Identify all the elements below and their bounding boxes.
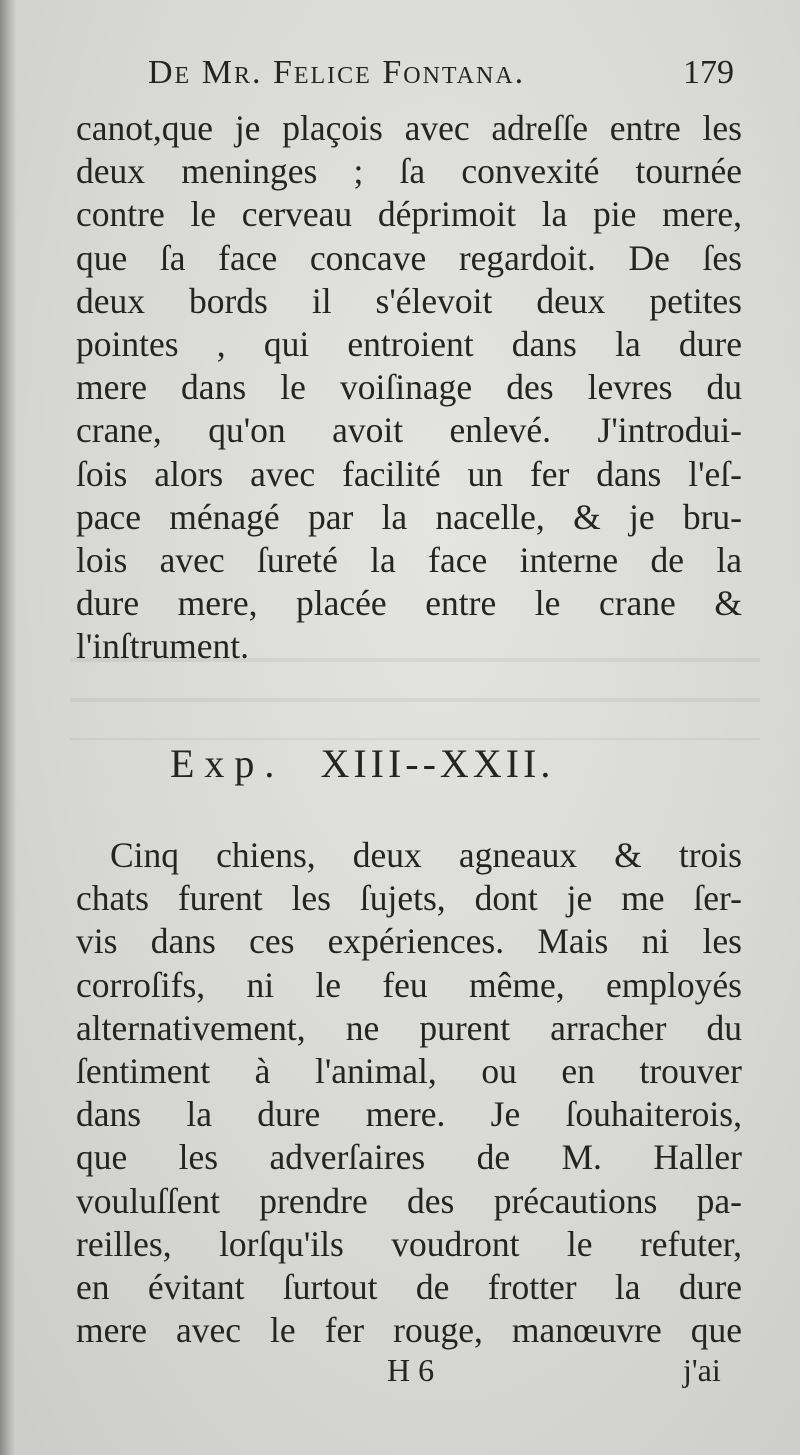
text-line: pointes , qui entroient dans la dure — [76, 323, 742, 364]
running-head: De Mr. Felice Fontana. — [148, 54, 526, 91]
text-line: contre le cerveau déprimoit la pie mere, — [76, 194, 742, 235]
text-line: dure mere, placée entre le crane & — [76, 583, 742, 624]
text-line: alternativement, ne purent arracher du — [76, 1007, 742, 1048]
text-line: mere dans le voiſinage des levres du — [76, 367, 742, 408]
text-line: ſentiment à l'animal, ou en trouver — [76, 1050, 742, 1091]
text-line: lois avec ſureté la face interne de la — [76, 539, 742, 580]
text-line: deux meninges ; ſa convexité tournée — [76, 151, 742, 192]
text-line: vis dans ces expériences. Mais ni les — [76, 921, 742, 962]
text-line: en évitant ſurtout de frotter la dure — [76, 1266, 742, 1307]
text-line: l'inſtrument. — [76, 626, 250, 667]
text-line: vouluſſent prendre des précautions pa- — [76, 1180, 742, 1221]
page-number: 179 — [683, 54, 734, 91]
section-heading — [170, 740, 554, 787]
page-footer — [0, 1352, 800, 1396]
catchword: j'ai — [683, 1352, 721, 1388]
text-line: reilles, lorſqu'ils voudront le refuter, — [76, 1223, 742, 1264]
text-line: canot,que je plaçois avec adreſſe entre les — [76, 108, 742, 148]
text-line: deux bords il s'élevoit deux petites — [76, 280, 742, 321]
text-line: que ſa face concave regardoit. De ſes — [76, 237, 742, 278]
text-line: chats furent les ſujets, dont je me ſer- — [76, 878, 742, 919]
page-gutter-shadow — [0, 0, 16, 1455]
text-line: corroſifs, ni le feu même, employés — [76, 964, 742, 1005]
page-header — [148, 54, 748, 104]
text-line: pace ménagé par la nacelle, & je bru- — [76, 496, 742, 537]
signature-mark: H 6 — [387, 1352, 435, 1388]
text-line: que les adverſaires de M. Haller — [76, 1137, 742, 1178]
paragraph-2 — [76, 834, 742, 1352]
text-line: crane, qu'on avoit enlevé. J'introdui- — [76, 410, 742, 451]
heading-experiment-range: XIII--XXII. — [320, 741, 555, 786]
text-line: Cinq chiens, deux agneaux & trois — [110, 835, 742, 875]
heading-exp-label: Exp. — [170, 741, 285, 786]
text-line: mere avec le fer rouge, manœuvre que — [76, 1310, 742, 1351]
paragraph-1 — [76, 107, 742, 668]
text-line: ſois alors avec facilité un fer dans l'eſ- — [76, 453, 742, 494]
text-line: dans la dure mere. Je ſouhaiterois, — [76, 1094, 742, 1135]
